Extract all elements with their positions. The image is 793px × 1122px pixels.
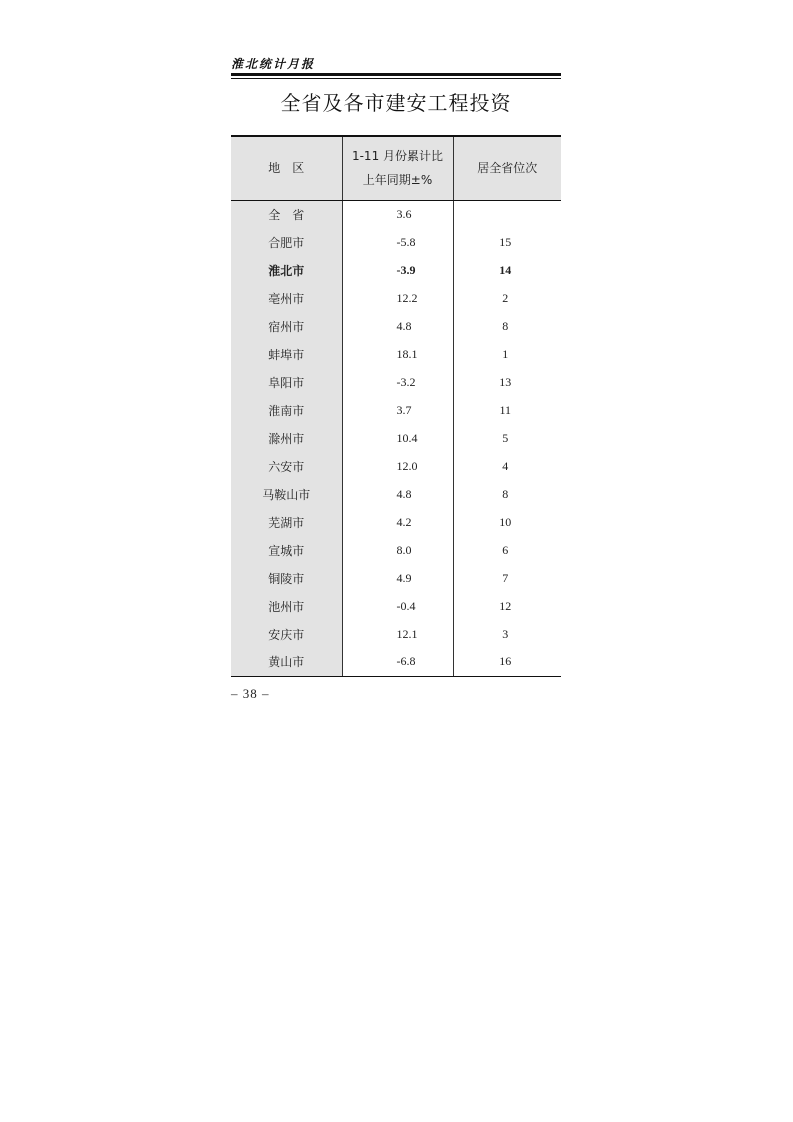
table-row: [231, 508, 561, 536]
table-row: [231, 228, 561, 256]
rank-cell: 4: [453, 452, 561, 480]
value-cell: 4.8: [342, 480, 453, 508]
rank-cell: 7: [453, 564, 561, 592]
rank-cell: 1: [453, 340, 561, 368]
header-rule-thick: [231, 73, 561, 76]
rank-cell: 16: [453, 648, 561, 676]
value-cell: 12.2: [342, 284, 453, 312]
value-cell: 12.0: [342, 452, 453, 480]
value-cell: 3.6: [342, 200, 453, 228]
region-cell: 淮北市: [231, 256, 342, 284]
region-cell: 马鞍山市: [231, 480, 342, 508]
table-row: [231, 452, 561, 480]
document-title: 全省及各市建安工程投资: [280, 91, 512, 115]
table-row: [231, 284, 561, 312]
column-header-rank: 居全省位次: [453, 136, 561, 200]
investment-table: [231, 135, 561, 677]
rank-cell: 3: [453, 620, 561, 648]
header-rule-thin: [231, 78, 561, 79]
table-row: [231, 396, 561, 424]
rank-cell: 10: [453, 508, 561, 536]
region-cell: 池州市: [231, 592, 342, 620]
value-cell: -5.8: [342, 228, 453, 256]
table-header-row: [231, 136, 561, 200]
rank-cell: [453, 200, 561, 228]
column-header-change: [342, 136, 453, 200]
value-cell: 4.8: [342, 312, 453, 340]
value-cell: -3.2: [342, 368, 453, 396]
rank-cell: 8: [453, 312, 561, 340]
region-cell: 全 省: [231, 200, 342, 228]
table-row: [231, 648, 561, 676]
table-row: [231, 312, 561, 340]
rank-cell: 8: [453, 480, 561, 508]
rank-cell: 11: [453, 396, 561, 424]
column-header-change-line1: 1-11 月份累计比: [351, 149, 444, 164]
region-cell: 阜阳市: [231, 368, 342, 396]
rank-cell: 14: [453, 256, 561, 284]
column-header-change-line2: 上年同期±%: [362, 173, 433, 188]
table-row: [231, 200, 561, 228]
rank-cell: 5: [453, 424, 561, 452]
value-cell: -6.8: [342, 648, 453, 676]
value-cell: 4.2: [342, 508, 453, 536]
region-cell: 铜陵市: [231, 564, 342, 592]
rank-cell: 6: [453, 536, 561, 564]
rank-cell: 2: [453, 284, 561, 312]
table-row: [231, 340, 561, 368]
column-header-region: 地 区: [231, 136, 342, 200]
region-cell: 六安市: [231, 452, 342, 480]
rank-cell: 15: [453, 228, 561, 256]
value-cell: -3.9: [342, 256, 453, 284]
table-row: [231, 620, 561, 648]
value-cell: 12.1: [342, 620, 453, 648]
page-number: – 38 –: [231, 686, 270, 701]
table-row: [231, 592, 561, 620]
region-cell: 芜湖市: [231, 508, 342, 536]
value-cell: -0.4: [342, 592, 453, 620]
value-cell: 4.9: [342, 564, 453, 592]
region-cell: 黄山市: [231, 648, 342, 676]
rank-cell: 13: [453, 368, 561, 396]
table-row: [231, 368, 561, 396]
region-cell: 淮南市: [231, 396, 342, 424]
region-cell: 蚌埠市: [231, 340, 342, 368]
region-cell: 滁州市: [231, 424, 342, 452]
region-cell: 宣城市: [231, 536, 342, 564]
table-row: [231, 564, 561, 592]
value-cell: 3.7: [342, 396, 453, 424]
value-cell: 18.1: [342, 340, 453, 368]
publication-title: 淮北统计月报: [231, 57, 316, 71]
rank-cell: 12: [453, 592, 561, 620]
table-row: [231, 536, 561, 564]
page-header: [231, 56, 561, 79]
table-row-highlighted: [231, 256, 561, 284]
value-cell: 10.4: [342, 424, 453, 452]
table-row: [231, 480, 561, 508]
region-cell: 安庆市: [231, 620, 342, 648]
region-cell: 合肥市: [231, 228, 342, 256]
value-cell: 8.0: [342, 536, 453, 564]
table-row: [231, 424, 561, 452]
region-cell: 亳州市: [231, 284, 342, 312]
region-cell: 宿州市: [231, 312, 342, 340]
